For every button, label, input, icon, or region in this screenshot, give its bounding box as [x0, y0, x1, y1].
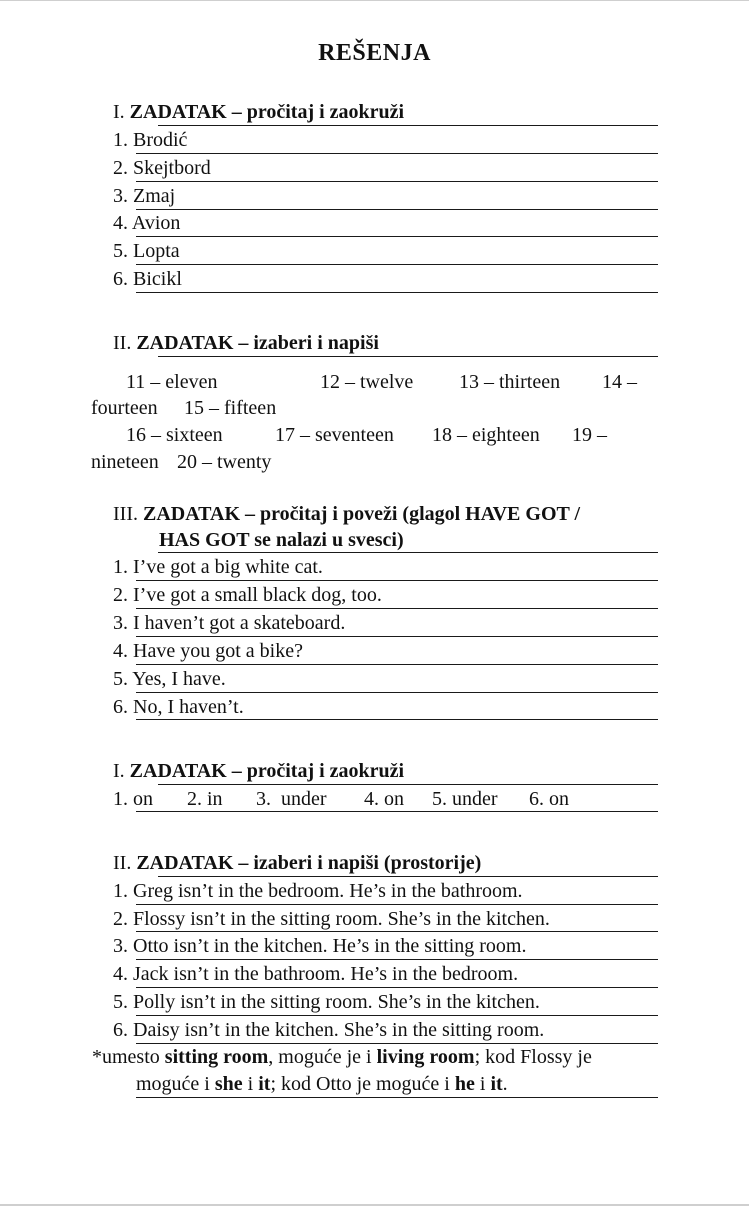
rule: [158, 552, 658, 553]
note-text: *umesto: [92, 1046, 165, 1068]
section3-item-6: 6. No, I haven’t.: [113, 696, 244, 718]
section5-item-6: 6. Daisy isn’t in the kitchen. She’s in the sitting room.: [113, 1019, 545, 1041]
note-bold-he: he: [454, 1073, 475, 1095]
note-bold-it: it: [490, 1073, 503, 1095]
section5-item-3: 3. Otto isn’t in the kitchen. He’s in the sitting room.: [113, 935, 527, 957]
rule: [136, 153, 658, 154]
number-19-part1: 19 –: [572, 424, 607, 446]
section4-title: ZADATAK – pročitaj i zaokruži: [129, 760, 405, 782]
rule: [136, 719, 658, 720]
section3-item-4: 4. Have you got a bike?: [113, 640, 303, 662]
rule: [136, 608, 658, 609]
section3-item-3: 3. I haven’t got a skateboard.: [113, 612, 346, 634]
rule: [136, 264, 658, 265]
note-text: .: [502, 1073, 508, 1095]
rule: [158, 876, 658, 877]
number-11: 11 – eleven: [126, 371, 218, 393]
rule: [136, 636, 658, 637]
rule: [136, 987, 658, 988]
rule: [136, 580, 658, 581]
section4-answer-1: 1. on: [113, 788, 153, 810]
section4-number: I.: [113, 760, 125, 782]
page-top-border: [0, 0, 749, 1]
section4-answer-2: 2. in: [187, 788, 223, 810]
section5-title: ZADATAK – izaberi i napiši (prostorije): [136, 852, 482, 874]
section1-item-5: 5. Lopta: [113, 240, 180, 262]
section3-item-2: 2. I’ve got a small black dog, too.: [113, 584, 382, 606]
rule: [136, 181, 658, 182]
note-text: , moguće je i: [268, 1046, 377, 1068]
rule: [136, 209, 658, 210]
rule: [136, 904, 658, 905]
section2-heading: [113, 330, 379, 357]
rule: [136, 664, 658, 665]
note-line-1: [92, 1044, 592, 1071]
section1-heading: [113, 99, 404, 126]
section3-title-line1: ZADATAK – pročitaj i poveži (glagol HAVE GOT /: [142, 503, 581, 525]
section4-answer-3: 3. under: [256, 788, 327, 810]
number-19-part2: nineteen: [91, 451, 159, 473]
note-bold-living-room: living room: [376, 1046, 475, 1068]
rule: [136, 1097, 658, 1098]
section5-item-1: 1. Greg isn’t in the bedroom. He’s in the bathroom.: [113, 880, 523, 902]
note-bold-she: she: [214, 1073, 243, 1095]
number-17: 17 – seventeen: [275, 424, 394, 446]
section2-title: ZADATAK – izaberi i napiši: [136, 332, 379, 354]
number-20: 20 – twenty: [177, 451, 272, 473]
note-text: i: [242, 1073, 259, 1095]
number-13: 13 – thirteen: [459, 371, 561, 393]
section4-answer-5: 5. under: [432, 788, 498, 810]
section3-title-line2: HAS GOT se nalazi u svesci): [159, 529, 404, 551]
rule: [136, 931, 658, 932]
number-14-part1: 14 –: [602, 371, 637, 393]
section5-item-2: 2. Flossy isn’t in the sitting room. She’s in the kitchen.: [113, 908, 550, 930]
rule: [136, 959, 658, 960]
rule: [158, 356, 658, 357]
section3-item-5: 5. Yes, I have.: [113, 668, 226, 690]
number-18: 18 – eighteen: [432, 424, 540, 446]
number-14-part2: fourteen: [91, 397, 158, 419]
note-text: i: [474, 1073, 491, 1095]
rule: [136, 1015, 658, 1016]
note-bold-sitting-room: sitting room: [164, 1046, 269, 1068]
rule: [158, 784, 658, 785]
rule: [158, 125, 658, 126]
note-text: moguće i: [136, 1073, 215, 1095]
section1-item-3: 3. Zmaj: [113, 185, 176, 207]
note-text: ; kod Flossy je: [474, 1046, 592, 1068]
section1-item-6: 6. Bicikl: [113, 268, 182, 290]
rule: [136, 811, 658, 812]
section5-item-4: 4. Jack isn’t in the bathroom. He’s in the bedroom.: [113, 963, 519, 985]
section4-answer-4: 4. on: [364, 788, 404, 810]
section5-number: II.: [113, 852, 132, 874]
section1-number: I.: [113, 101, 125, 123]
note-line-2: [136, 1071, 508, 1098]
section4-answer-6: 6. on: [529, 788, 569, 810]
section5-heading: [113, 850, 481, 877]
section3-item-1: 1. I’ve got a big white cat.: [113, 556, 323, 578]
number-15: 15 – fifteen: [184, 397, 277, 419]
section5-item-5: 5. Polly isn’t in the sitting room. She’s in the kitchen.: [113, 991, 540, 1013]
rule: [136, 236, 658, 237]
number-12: 12 – twelve: [320, 371, 414, 393]
rule: [136, 692, 658, 693]
section4-heading: [113, 758, 404, 785]
note-text: ; kod Otto je moguće i: [270, 1073, 455, 1095]
section1-title: ZADATAK – pročitaj i zaokruži: [129, 101, 405, 123]
number-16: 16 – sixteen: [126, 424, 223, 446]
section2-number: II.: [113, 332, 132, 354]
section1-item-4: 4. Avion: [113, 212, 181, 234]
note-bold-it: it: [258, 1073, 271, 1095]
section3-number: III.: [113, 503, 138, 525]
section1-item-2: 2. Skejtbord: [113, 157, 211, 179]
rule: [136, 292, 658, 293]
section1-item-1: 1. Brodić: [113, 129, 188, 151]
section3-heading: [113, 501, 580, 528]
page-title: REŠENJA: [318, 40, 431, 66]
